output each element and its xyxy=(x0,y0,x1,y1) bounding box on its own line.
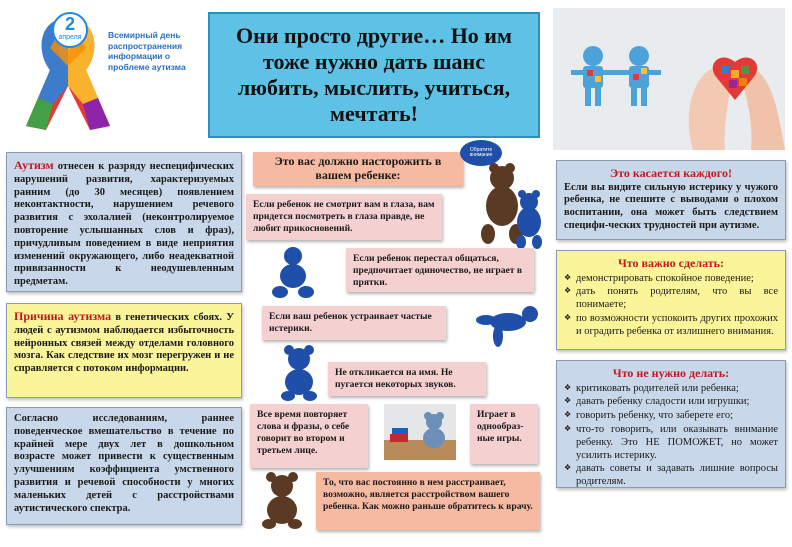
paper-children-icon xyxy=(553,8,785,150)
autism-cause-text: в генетических сбоях. У людей с аутизмом наблюдается избыточность нейронных связей между отделами головного мозга. Как следствие их мозг перегружен и не справляется с потоком информации. xyxy=(14,312,235,375)
blue-bear-icon xyxy=(276,344,322,402)
autism-term: Аутизм xyxy=(14,158,54,172)
list-item: ❖ что-то говорить, или оказывать внимание ребенку. Это НЕ ПОМОЖЕТ, но может усилить истерику. xyxy=(564,424,778,462)
list-item: ❖ демонстрировать спокойное поведение; xyxy=(564,273,778,286)
list-item: ❖ говорить ребенку, что заберете его; xyxy=(564,410,778,423)
bear-with-books-photo xyxy=(384,404,456,460)
tip-echolalia xyxy=(250,404,368,468)
tip-withdrawal-text: Если ребенок перестал общаться, предпочитает одиночество, не играет в прятки. xyxy=(353,253,523,288)
warning-title: Это вас должно насторожить в вашем ребенке: xyxy=(274,154,442,182)
tip-see-doctor xyxy=(316,472,540,530)
hands-heart-photo xyxy=(553,8,785,150)
brown-bear-icon xyxy=(256,470,308,530)
logo-caption: Всемирный день распространения информации о проблеме аутизма xyxy=(108,30,186,72)
concerns-everyone-text: Если вы видите сильную истерику у чужого ребенка, не спешите с выводами о плохом воспитании, она может быть следствием специфи-ческих трудностей при аутизме. xyxy=(564,181,778,232)
list-item: ❖ по возможности успокоить других прохожих и оградить ребенка от излишнего внимания. xyxy=(564,313,778,339)
tip-eye-contact xyxy=(246,194,442,240)
bear-books-icon xyxy=(384,404,456,460)
tip-eye-contact-text: Если ребенок не смотрит вам в глаза, вам придется посмотреть в глаза правде, не любит прикосновений. xyxy=(253,199,435,234)
autism-cause-term: Причина аутизма xyxy=(14,309,112,323)
list-item: ❖ давать советы и задавать лишние вопросы родителям. xyxy=(564,463,778,489)
research-text: Согласно исследованиям, раннее поведенческое вмешательство в течение по крайней мере двух лет в дошкольном возрасте может привести к существенным улучшениям коэффициента умственного развития и речевой способности у многих маленьких детей с расстройствами аутистического спектра. xyxy=(14,413,234,514)
what-not-to-do-title: Что не нужно делать: xyxy=(612,366,730,380)
teddy-bears-icon xyxy=(476,156,548,252)
tip-repetitive-play xyxy=(470,404,538,464)
tip-no-response xyxy=(328,362,486,396)
list-item: ❖ дать понять родителям, что вы все понимаете; xyxy=(564,286,778,312)
tip-tantrums-text: Если ваш ребенок устраивает частые истерики. xyxy=(269,311,432,334)
list-item: ❖ давать ребенку сладости или игрушки; xyxy=(564,396,778,409)
attention-bubble-text: Обратите внимание xyxy=(469,146,493,158)
autism-definition-box xyxy=(6,152,242,292)
autism-definition-text: отнесен к разряду неспецифических нарушений развития, характеризуемых ранним (до 30 месяцев) появлением неконтактности, нарушением речевого развития с эхолалией (неконтролируемое повторение услышанных слов и фраз), причудливым поведением в виде неприятия изменений окружающего, либо неадекватной привязанности к неодушевленным предметам. xyxy=(14,161,235,288)
headline-banner xyxy=(208,12,540,138)
lying-figure-icon xyxy=(472,298,542,350)
concerns-everyone-box xyxy=(556,160,786,240)
what-to-do-title: Что важно сделать: xyxy=(617,256,725,270)
date-badge xyxy=(52,12,88,48)
awareness-logo xyxy=(8,8,198,138)
what-not-to-do-box xyxy=(556,360,786,488)
warning-title-box xyxy=(253,152,463,186)
tip-no-response-text: Не откликается на имя. Не пугается некоторых звуков. xyxy=(335,367,456,390)
autism-cause-box xyxy=(6,303,242,398)
tip-withdrawal xyxy=(346,248,534,292)
what-not-to-do-list xyxy=(564,383,778,489)
tip-see-doctor-text: То, что вас постоянно в нем расстраивает, возможно, является расстройством вашего ребенка. Как можно раньше обратитесь к врачу. xyxy=(323,477,533,512)
what-to-do-box xyxy=(556,250,786,350)
research-box xyxy=(6,407,242,525)
list-item: ❖ критиковать родителей или ребенка; xyxy=(564,383,778,396)
date-month: апреля xyxy=(58,34,82,41)
date-day: 2 xyxy=(64,14,75,34)
concerns-everyone-title: Это касается каждого! xyxy=(610,166,732,180)
tip-repetitive-play-text: Играет в однообраз-ные игры. xyxy=(477,409,524,444)
headline-text: Они просто другие… Но им тоже нужно дать шанс любить, мыслить, учиться, мечтать! xyxy=(236,23,512,126)
tip-echolalia-text: Все время повторяет слова и фразы, о себе говорит во втором и третьем лице. xyxy=(257,409,350,456)
sitting-figure-icon xyxy=(268,244,318,300)
what-to-do-list xyxy=(564,273,778,339)
tip-tantrums xyxy=(262,306,446,340)
